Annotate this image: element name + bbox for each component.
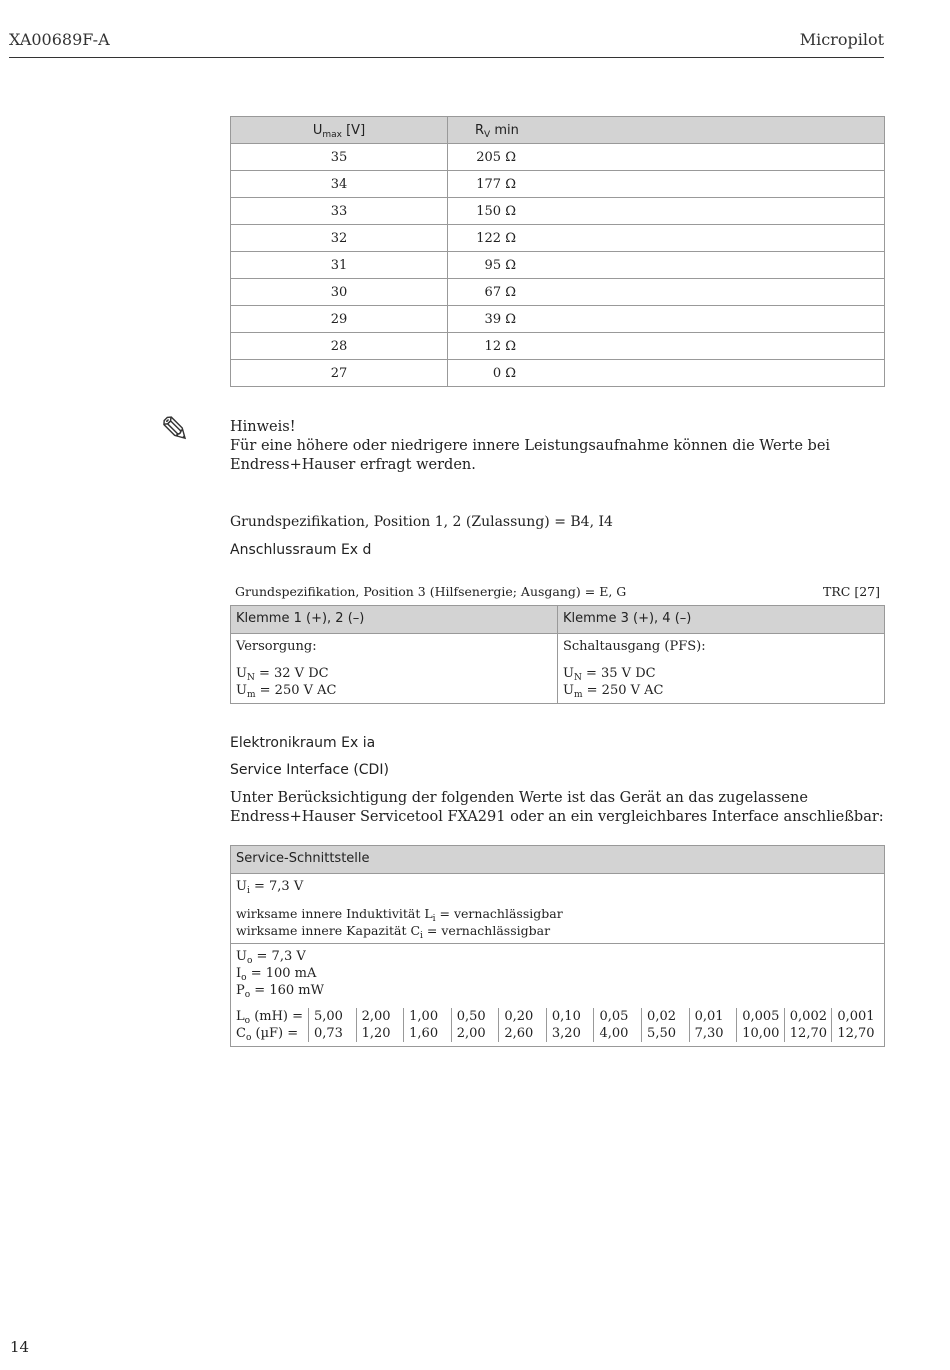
heading-exd: Anschlussraum Ex d <box>230 542 372 558</box>
lo-co-cell <box>593 1008 641 1042</box>
lo-value: 1,00 <box>409 1009 439 1024</box>
doc-title: Micropilot <box>799 30 884 49</box>
io-line: $I_o = 100$ mA <box>236 966 317 983</box>
lo-co-cell <box>498 1008 546 1042</box>
table-row <box>231 360 885 387</box>
co-value: 10,00 <box>742 1026 780 1041</box>
lo-co-labels <box>236 1008 308 1042</box>
table-header-row <box>231 606 885 634</box>
heading-cdi: Service Interface (CDI) <box>230 762 389 778</box>
lo-co-cell <box>451 1008 499 1042</box>
caption-text: Grundspezifikation, Position 3 (Hilfsenergie; Ausgang) = E, G <box>235 584 627 599</box>
co-label: $C_o$ (µF) = <box>236 1026 299 1043</box>
lo-value: 2,00 <box>361 1009 391 1024</box>
lo-value: 0,02 <box>647 1009 676 1024</box>
lo-co-cell <box>736 1008 784 1042</box>
umax-cell: 31 <box>231 252 448 279</box>
lo-label: $L_o$ (mH) = <box>236 1009 304 1026</box>
table-row <box>231 252 885 279</box>
ci-line: wirksame innere Kapazität $C_i$ = vernachlässigbar <box>236 923 551 941</box>
table-row <box>231 874 885 944</box>
lo-value: 0,05 <box>599 1009 629 1024</box>
note-text: Für eine höhere oder niedrigere innere Leistungsaufnahme können die Werte bei Endress+Hauser erfragt werden. <box>230 438 831 473</box>
pencil-icon: ✎ <box>160 410 191 451</box>
co-value: 1,20 <box>361 1026 391 1041</box>
table-row <box>231 171 885 198</box>
table-row <box>231 279 885 306</box>
table-header-row <box>231 117 885 144</box>
col1-title: Versorgung: <box>236 639 317 654</box>
lo-co-cell <box>831 1008 879 1042</box>
umax-cell: 30 <box>231 279 448 306</box>
table-row <box>231 306 885 333</box>
col1-head: Klemme 1 (+), 2 (–) <box>231 606 558 634</box>
rv-cell: 0 Ω <box>448 360 885 387</box>
lo-co-cell <box>356 1008 404 1042</box>
rv-cell: 122 Ω <box>448 225 885 252</box>
table-header-row <box>231 846 885 874</box>
umax-cell: 35 <box>231 144 448 171</box>
lo-value: 0,10 <box>551 1009 581 1024</box>
note <box>230 418 885 475</box>
rv-cell: 177 Ω <box>448 171 885 198</box>
lo-value: 0,005 <box>742 1009 780 1024</box>
umax-cell: 29 <box>231 306 448 333</box>
lo-value: 0,50 <box>456 1009 486 1024</box>
table-row <box>231 944 885 1047</box>
ui-line: $U_i = 7,3$ V <box>236 879 304 896</box>
lo-co-cell <box>689 1008 737 1042</box>
umax-header: $U_{max}$ [V] <box>231 117 448 144</box>
lo-value: 5,00 <box>314 1009 343 1024</box>
col2-um: $U_m = 250$ V AC <box>563 683 664 700</box>
lo-co-grid <box>236 1008 879 1042</box>
service-head: Service-Schnittstelle <box>231 846 885 874</box>
ui-cell <box>231 874 885 944</box>
table-row <box>231 634 885 704</box>
co-value: 5,50 <box>647 1026 676 1041</box>
rv-cell: 67 Ω <box>448 279 885 306</box>
co-value: 3,20 <box>551 1026 581 1041</box>
col2-head: Klemme 3 (+), 4 (–) <box>558 606 885 634</box>
umax-cell: 33 <box>231 198 448 225</box>
uo-line: $U_o = 7,3$ V <box>236 949 306 966</box>
co-value: 0,73 <box>314 1026 343 1041</box>
co-value: 12,70 <box>789 1026 827 1041</box>
col2-cell <box>558 634 885 704</box>
table-row <box>231 225 885 252</box>
terminal-table <box>230 605 885 704</box>
lo-value: 0,001 <box>837 1009 875 1024</box>
lo-co-cell <box>308 1008 356 1042</box>
col1-cell <box>231 634 558 704</box>
rv-cell: 39 Ω <box>448 306 885 333</box>
co-value: 1,60 <box>409 1026 439 1041</box>
rv-cell: 95 Ω <box>448 252 885 279</box>
col1-un: $U_N = 32$ V DC <box>236 666 329 683</box>
col1-um: $U_m = 250$ V AC <box>236 683 337 700</box>
co-value: 2,60 <box>504 1026 534 1041</box>
rv-cell: 205 Ω <box>448 144 885 171</box>
co-value: 4,00 <box>599 1026 629 1041</box>
lo-co-cell <box>641 1008 689 1042</box>
lo-co-cell <box>784 1008 832 1042</box>
lo-co-cell <box>403 1008 451 1042</box>
uo-cell <box>231 944 885 1047</box>
umax-cell: 32 <box>231 225 448 252</box>
col2-un: $U_N = 35$ V DC <box>563 666 656 683</box>
note-title: Hinweis! <box>230 419 296 435</box>
lo-co-cell <box>546 1008 594 1042</box>
service-interface-table <box>230 845 885 1047</box>
rv-cell: 12 Ω <box>448 333 885 360</box>
lo-value: 0,20 <box>504 1009 534 1024</box>
li-line: wirksame innere Induktivität $L_i$ = vernachlässigbar <box>236 906 563 924</box>
umax-cell: 27 <box>231 360 448 387</box>
header-rule <box>9 57 884 58</box>
table-row <box>231 198 885 225</box>
table-row <box>231 333 885 360</box>
co-value: 12,70 <box>837 1026 875 1041</box>
lo-value: 0,002 <box>789 1009 827 1024</box>
table-caption <box>235 584 880 599</box>
rv-cell: 150 Ω <box>448 198 885 225</box>
co-value: 2,00 <box>456 1026 486 1041</box>
po-line: $P_o = 160$ mW <box>236 983 324 1000</box>
rv-header: $R_V$ min <box>448 117 885 144</box>
umax-cell: 28 <box>231 333 448 360</box>
page-number: 14 <box>10 1338 30 1356</box>
umax-rv-table <box>230 116 885 387</box>
cdi-text: Unter Berücksichtigung der folgenden Werte ist das Gerät an das zugelassene Endress+Hauser Servicetool FXA291 oder an ein vergleichbares Interface anschließbar: <box>230 790 884 825</box>
col2-title: Schaltausgang (PFS): <box>563 639 706 654</box>
spec-line: Grundspezifikation, Position 1, 2 (Zulassung) = B4, I4 <box>230 514 613 530</box>
table-row <box>231 144 885 171</box>
heading-exia: Elektronikraum Ex ia <box>230 735 376 751</box>
co-value: 7,30 <box>694 1026 724 1041</box>
umax-cell: 34 <box>231 171 448 198</box>
caption-ref: TRC [27] <box>823 584 880 599</box>
lo-value: 0,01 <box>694 1009 724 1024</box>
doc-id: XA00689F-A <box>9 30 110 49</box>
